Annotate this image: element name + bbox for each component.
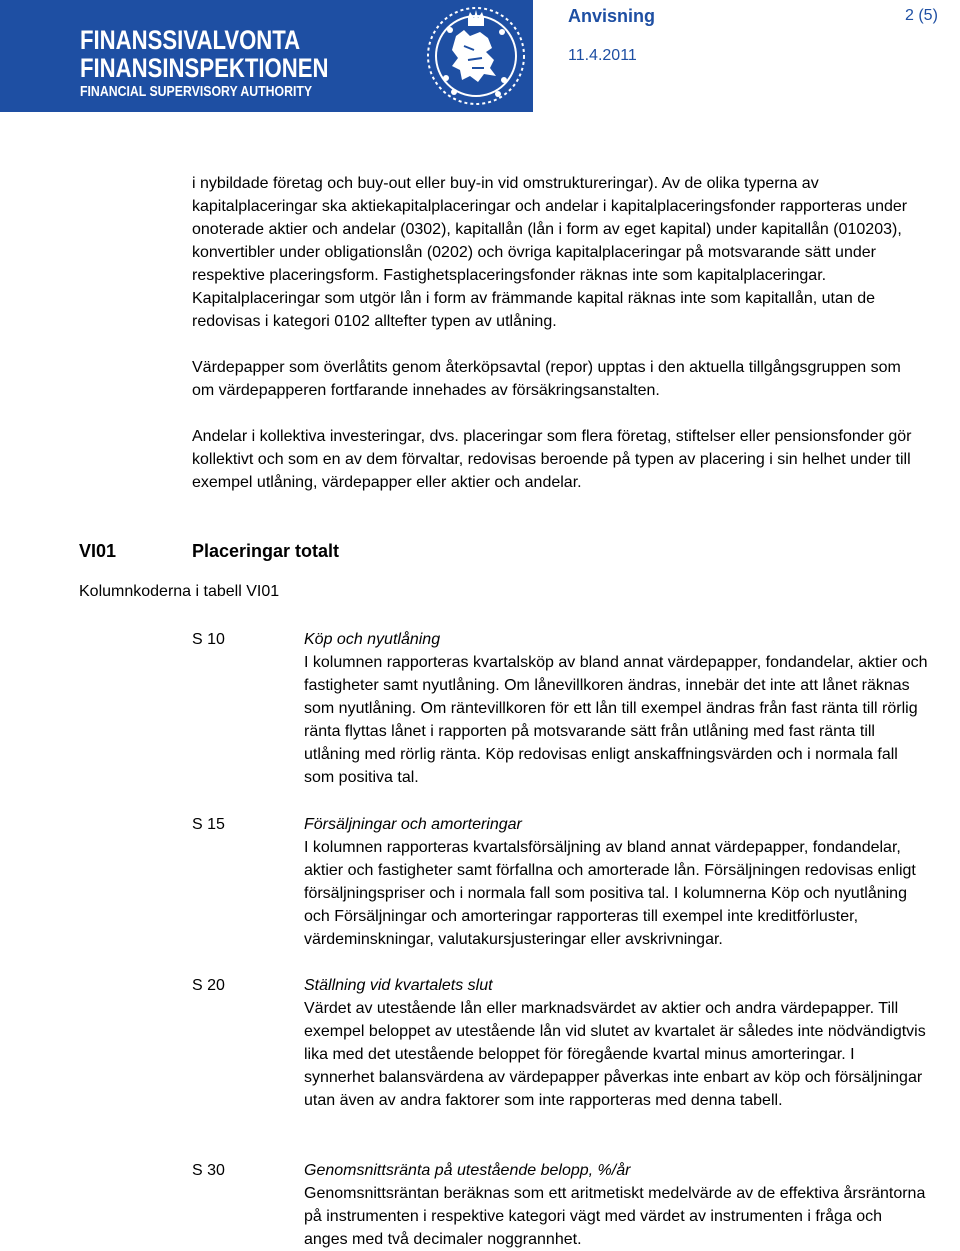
column-entry: [304, 813, 928, 951]
column-title: Försäljningar och amorteringar: [304, 816, 522, 833]
column-code: S 20: [192, 977, 225, 994]
document-date: 11.4.2011: [568, 47, 637, 64]
logo-line-finnish: FINANSSIVALVONTA: [80, 25, 301, 55]
page-number: 2 (5): [905, 7, 938, 24]
body-paragraph-3: Andelar i kollektiva investeringar, dvs. placeringar som flera företag, stiftelser eller pensionsfonder gör kollektivt och som en av dem förvaltar, redovisas beroende på typen av placering i sin helhet under till exempel utlåning, värdepapper eller aktier och andelar.: [192, 428, 912, 491]
body-paragraph-2: Värdepapper som överlåtits genom återköpsavtal (repor) upptas i den aktuella tillgångsgruppen som om värdepapperen fortfarande innehades av försäkringsanstalten.: [192, 359, 901, 399]
column-entry: [304, 628, 928, 789]
section-subtitle: Kolumnkoderna i tabell VI01: [79, 583, 280, 600]
column-code: S 10: [192, 631, 225, 648]
column-title: Köp och nyutlåning: [304, 631, 441, 648]
column-code: S 15: [192, 816, 225, 833]
column-title: Ställning vid kvartalets slut: [304, 977, 493, 994]
column-entry: [304, 1159, 928, 1251]
lion-crest-icon: [424, 2, 528, 110]
column-description: Värdet av utestående lån eller marknadsvärdet av aktier och andra värdepapper. Till exempel beloppet av utestående lån vid slutet av kvartalet är således inte nödvändigtvis lika med det utestående beloppet för föregående kvartal minus amorteringar. I synnerhet balansvärdena av värdepapper påverkas inte enbart av köp och försäljningar utan även av andra faktorer som inte rapporteras med denna tabell.: [304, 1000, 926, 1109]
logo-line-english: FINANCIAL SUPERVISORY AUTHORITY: [80, 83, 313, 100]
document-type: Anvisning: [568, 6, 656, 26]
body-paragraph-1: i nybildade företag och buy-out eller buy-in vid omstruktureringar). Av de olika typerna av kapitalplaceringar ska aktiekapitalplaceringar och andelar i kapitalplaceringsfonder rapporteras under onoterade aktier och andelar (0302), kapitallån (lån i form av eget kapital) under kapitallån (010203), konvertibler under obligationslån (0202) och övriga kapitalplaceringar på motsvarande sätt under respektive placeringsform. Fastighetsplaceringsfonder räknas inte som kapitalplaceringar. Kapitalplaceringar som utgör lån i form av främmande kapital räknas inte som kapitallån, utan de redovisas i kategori 0102 alltefter typen av utlåning.: [192, 175, 908, 330]
column-description: I kolumnen rapporteras kvartalsförsäljning av bland annat värdepapper, fondandelar, aktier och fastigheter samt förfallna och amorterade lån. Försäljningen redovisas enligt försäljningspriser och i normala fall som positiva tal. I kolumnerna Köp och nyutlåning och Försäljningar och amorteringar rapporteras till exempel inte kreditförluster, värdeminskningar, valutakursjusteringar eller avskrivningar.: [304, 839, 916, 948]
column-description: Genomsnittsräntan beräknas som ett aritmetiskt medelvärde av de effektiva årsräntorna på instrumenten i respektive kategori vägt med värdet av instrumenten i fråga och anges med två decimaler noggrannhet.: [304, 1185, 926, 1248]
section-title: Placeringar totalt: [192, 541, 340, 561]
logo-wordmark: [80, 26, 328, 101]
logo-line-swedish: FINANSINSPEKTIONEN: [80, 53, 329, 83]
column-title: Genomsnittsränta på utestående belopp, %/år: [304, 1162, 631, 1179]
column-description: I kolumnen rapporteras kvartalsköp av bland annat värdepapper, fondandelar, aktier och fastigheter samt nyutlåning. Om lånevillkoren ändras, innebär det inte att lånet räknas som nyutlåning. Om räntevillkoren för ett lån till exempel ändras från fast ränta till rörlig ränta flyttas lånet i rapporten på motsvarande sätt från utlåning med fast ränta till utlåning med rörlig ränta. Köp redovisas enligt anskaffningsvärden och i normala fall som positiva tal.: [304, 654, 928, 786]
column-code: S 30: [192, 1162, 225, 1179]
header-banner: [0, 0, 533, 112]
column-entry: [304, 974, 928, 1112]
section-code: VI01: [79, 541, 117, 561]
